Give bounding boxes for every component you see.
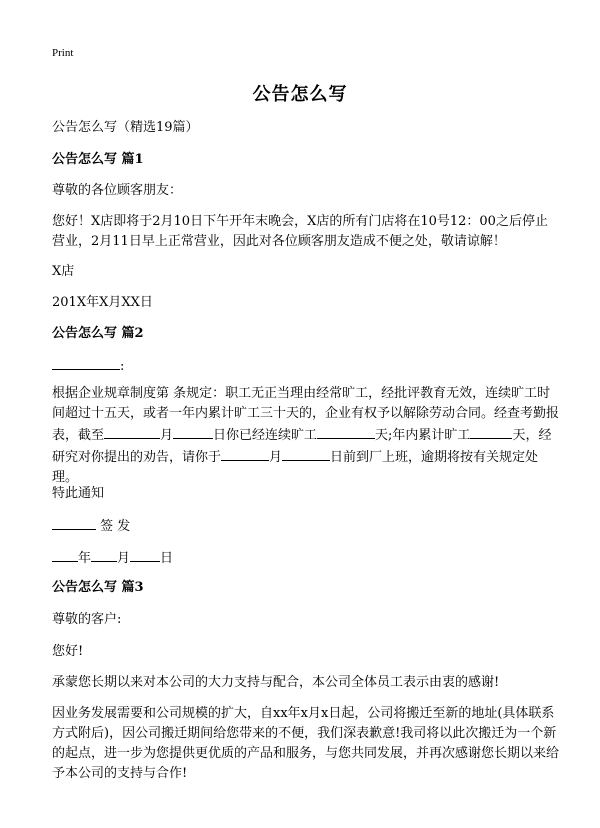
recipient-colon: : — [120, 359, 125, 374]
section-1-greeting: 尊敬的各位顾客朋友： — [52, 183, 183, 198]
section-2-body-days-year: 天;年内累计旷工 — [375, 428, 471, 443]
section-2-notice: 特此通知 — [52, 486, 105, 501]
section-2-body-part2: 天，经研究对你提出的劝告，请你于 — [52, 428, 552, 465]
section-2-sign — [52, 515, 562, 537]
section-3-heading: 公告怎么写 篇3 — [52, 580, 144, 595]
section-2-date — [52, 547, 562, 569]
blank-date-day — [130, 547, 160, 562]
blank-return-day — [282, 446, 330, 461]
section-3-thanks: 承蒙您长期以来对本公司的大力支持与配合，本公司全体员工表示由衷的感谢! — [52, 675, 500, 690]
section-2-body-part1: 根据企业规章制度第 条规定：职工无正当理由经常旷工，经批评教育无效，连续旷工时间超过十五天，或者一年内累计旷工三十天的，企业有权予以解除劳动合同。经查考勤报表，截至 — [52, 386, 560, 443]
blank-days — [317, 424, 375, 439]
print-label: Print — [52, 47, 74, 59]
blank-day — [173, 424, 213, 439]
blank-year — [52, 547, 78, 562]
blank-return-month — [221, 446, 269, 461]
sign-blank — [52, 515, 96, 530]
section-2-body-month2: 月 — [269, 450, 283, 465]
section-1-body: 您好！X店即将于2月10日下午开年末晚会，X店的所有门店将在10号12：00之后停止营业，2月11日早上正常营业，因此对各位顾客朋友造成不便之处，敬请谅解！ — [52, 214, 548, 249]
section-1-date: 201X年X月XX日 — [52, 295, 153, 310]
document-subtitle: 公告怎么写（精选19篇） — [52, 120, 199, 135]
document-title: 公告怎么写 — [252, 84, 348, 105]
blank-month — [104, 424, 160, 439]
section-2-body-month: 月 — [160, 428, 174, 443]
section-2-body-part3: 日前到厂上班，逾期将按有关规定处理。 — [52, 450, 539, 485]
section-1-heading: 公告怎么写 篇1 — [52, 152, 144, 167]
sign-label: 签 发 — [100, 519, 131, 534]
section-2-body — [52, 384, 560, 488]
blank-total-days — [470, 424, 512, 439]
recipient-blank — [52, 355, 120, 370]
section-3-greeting: 尊敬的客户: — [52, 612, 122, 627]
section-3-body: 因业务发展需要和公司规模的扩大，自xx年x月x日起，公司将搬迁至新的地址(具体联系方式附后)，因公司搬迁期间给您带来的不便，我们深表歉意!我司将以此次搬迁为一个新的起点，进一步为您提供更优质的产品和服务，与您共同发展，并再次感谢您长期以来给予本公司的支持与合作! — [52, 706, 560, 781]
date-day-label: 日 — [160, 551, 174, 566]
date-year-label: 年 — [78, 551, 92, 566]
date-month-label: 月 — [117, 551, 131, 566]
section-2-heading: 公告怎么写 篇2 — [52, 326, 144, 341]
section-1-store: X店 — [52, 264, 75, 279]
blank-date-month — [91, 547, 117, 562]
section-2-recipient — [52, 355, 562, 377]
section-3-hello: 您好! — [52, 644, 84, 659]
section-2-body-day: 日你已经连续旷工 — [213, 428, 318, 443]
